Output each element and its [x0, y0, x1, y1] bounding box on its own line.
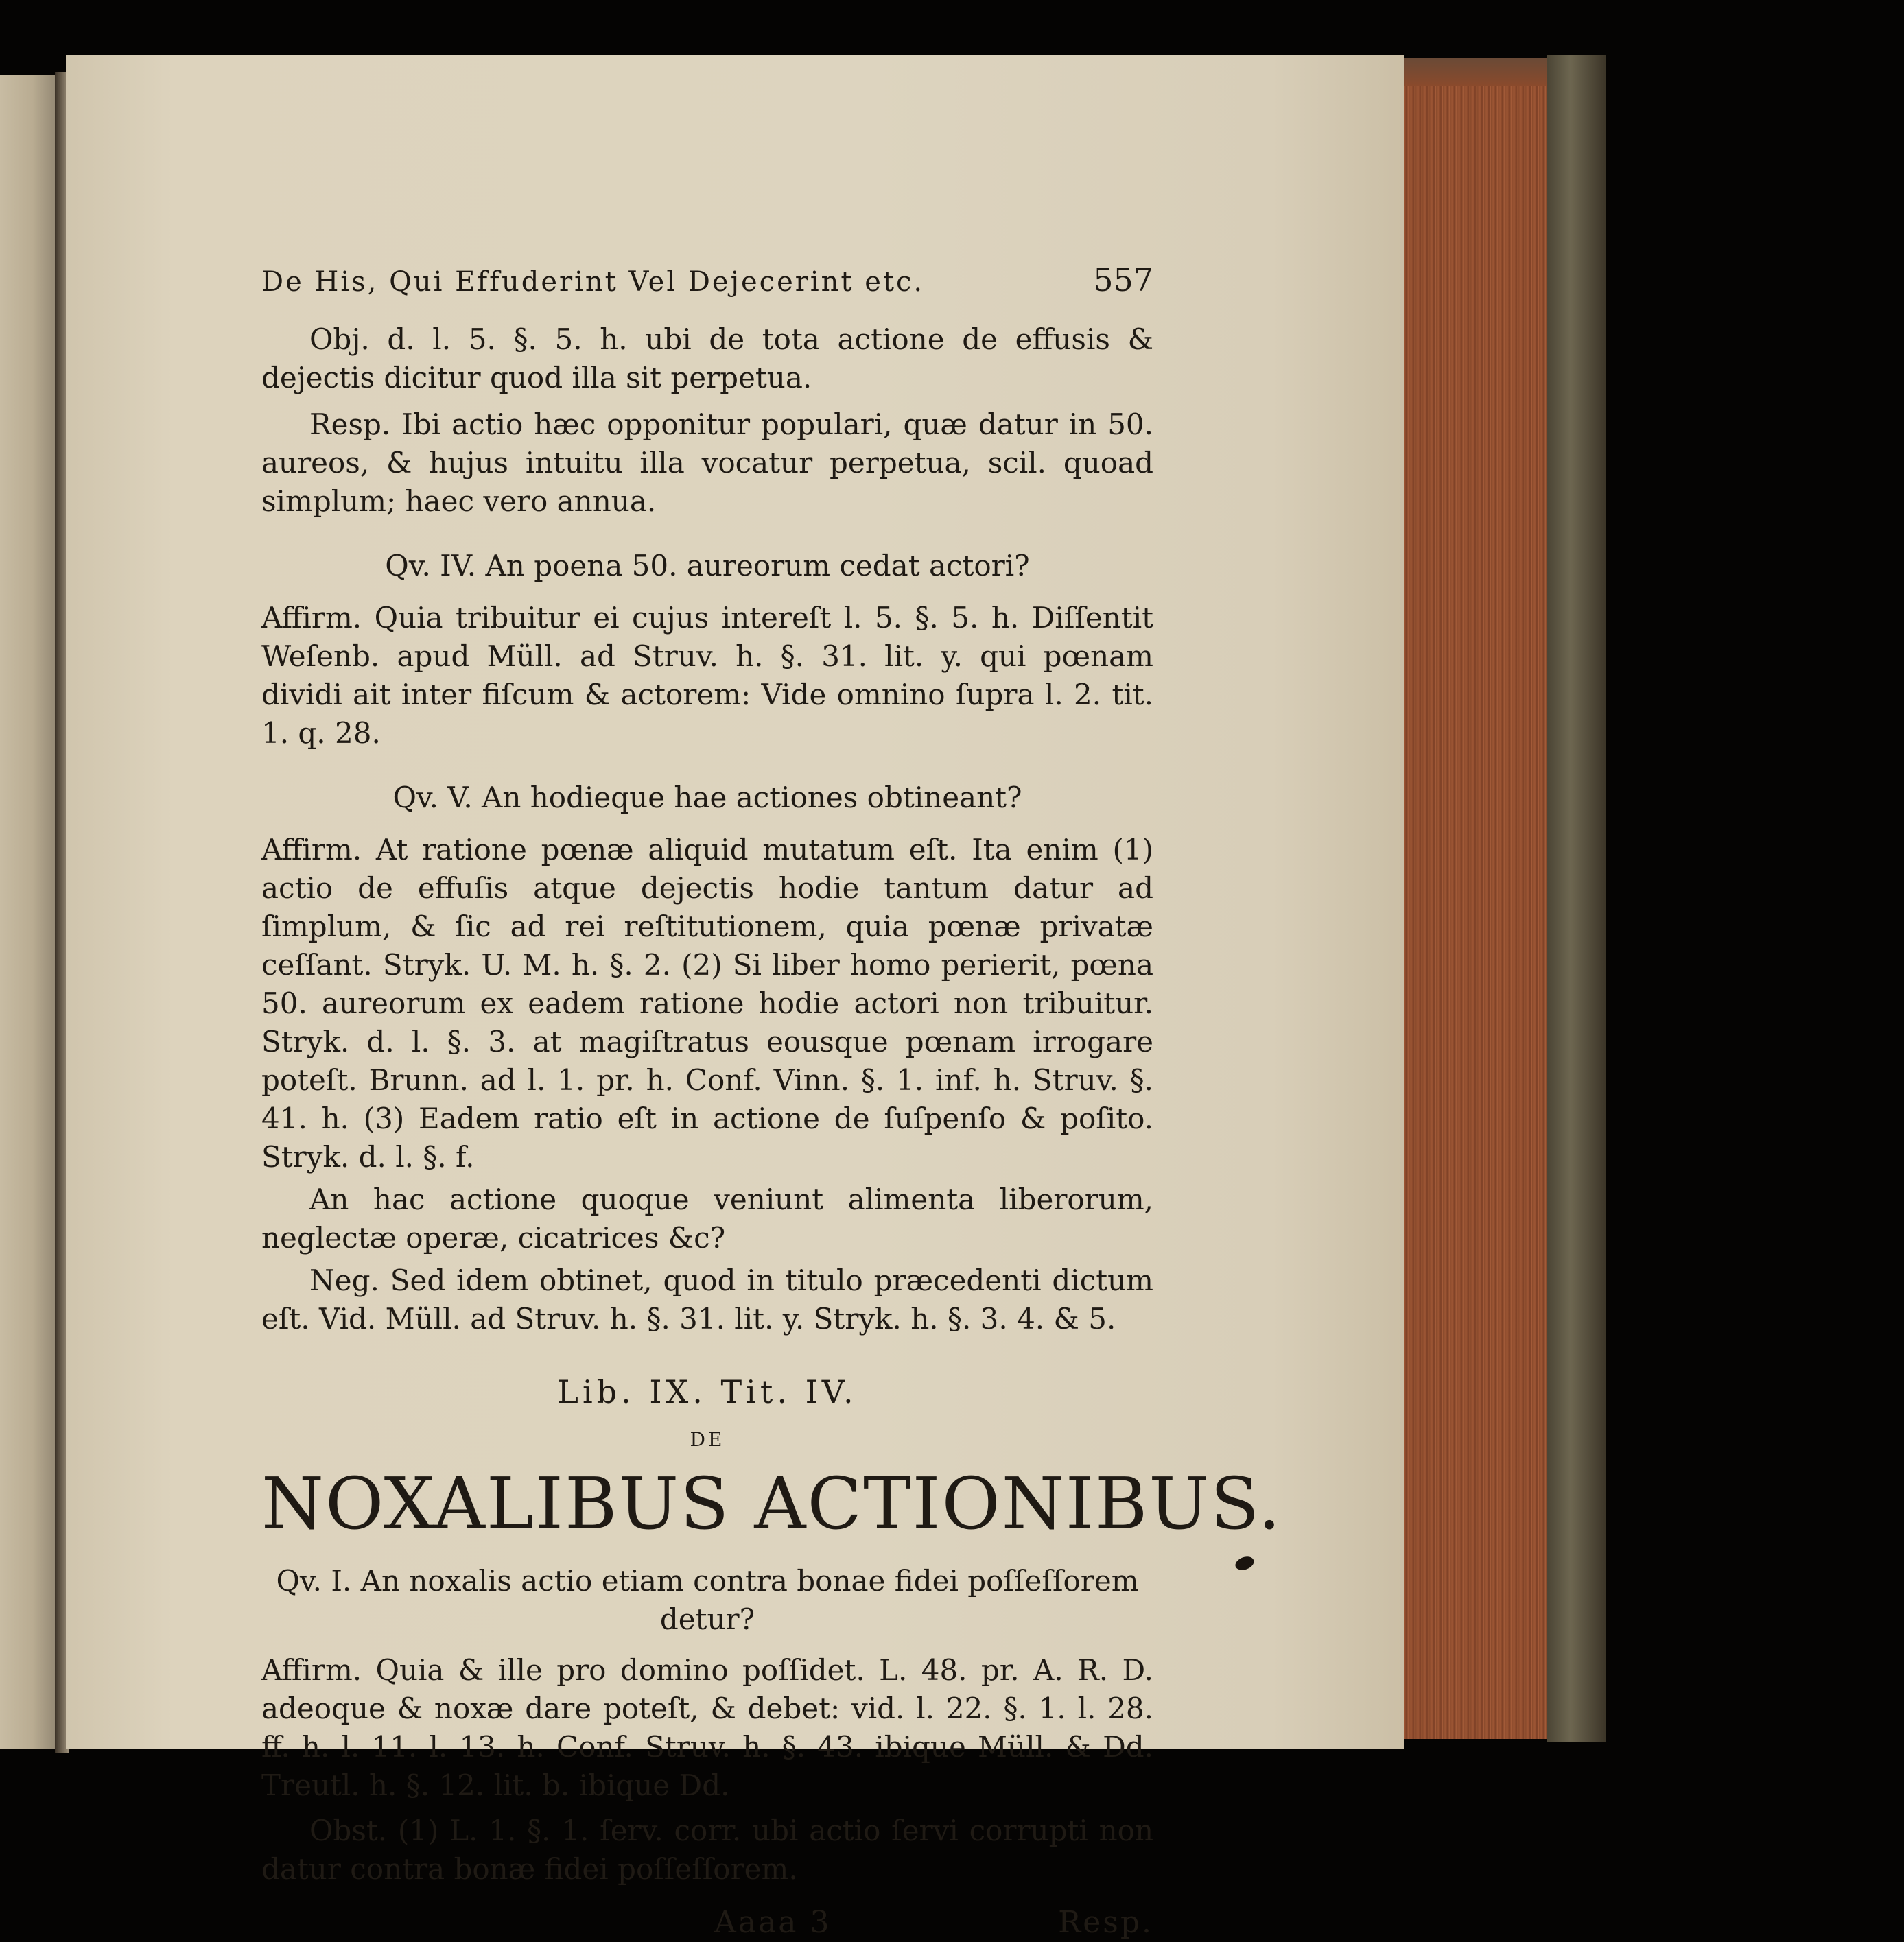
catchword: Resp.: [1058, 1905, 1153, 1940]
signature-mark: Aaaa 3: [714, 1905, 832, 1940]
question-alimenta: An hac actione quoque veniunt alimenta liberorum, neglectæ operæ, cicatrices &c?: [261, 1183, 1153, 1255]
paragraph-obj: Obj. d. l. 5. §. 5. h. ubi de tota actione de effusis & dejectis dicitur quod illa sit perpetua.: [261, 322, 1153, 394]
paragraph-neg: Neg. Sed idem obtinet, quod in titulo præcedenti dictum eſt. Vid. Müll. ad Struv. h. §. 31. lit. y. Stryk. h. §. 3. 4. & 5.: [261, 1264, 1153, 1336]
title-preposition: DE: [690, 1428, 725, 1451]
question-1-answer: Affirm. Quia & ille pro domino poſſidet. L. 48. pr. A. R. D. adeoque & noxæ dare poteſt, & debet: vid. l. 22. §. 1. l. 28. ff. h. l. 11. l. 13. h. Conf. Struv. h. §. 43. ibique Müll. & Dd. Treutl. h. §. 12. lit. b. ibique Dd.: [261, 1653, 1153, 1802]
paragraph-resp: Resp. Ibi actio hæc opponitur populari, quæ datur in 50. aureos, & hujus intuitu illa vocatur perpetua, scil. quoad simplum; haec vero annua.: [261, 407, 1153, 518]
page-footer: [261, 1904, 1153, 1942]
question-5-answer: Affirm. At ratione pœnæ aliquid mutatum eſt. Ita enim (1) actio de effuſis atque dejectis hodie tantum datur ad ſimplum, & ſic ad rei reſtitutionem, quia pœnæ privatæ ceſſant. Stryk. U. M. h. §. 2. (2) Si liber homo perierit, pœna 50. aureorum ex eadem ratione hodie actori non tribuitur. Stryk. d. l. §. 3. at magiſtratus eousque pœnam irrogare poteſt. Brunn. ad l. 1. pr. h. Conf. Vinn. §. 1. inf. h. Struv. §. 41. h. (3) Eadem ratio eſt in actione de ſuſpenſo & poſito. Stryk. d. l. §. f.: [261, 833, 1153, 1174]
open-book: [0, 55, 1606, 1940]
chapter-title: NOXALIBUS ACTIONIBUS.: [261, 1462, 1282, 1546]
right-page: [66, 55, 1404, 1940]
question-4-heading: Qv. IV. An poena 50. aureorum cedat actori?: [385, 549, 1030, 582]
page-block-edge: [1379, 58, 1553, 1739]
running-head-title: De His, Qui Effuderint Vel Dejecerint etc.: [261, 266, 925, 298]
running-head: [261, 261, 1153, 301]
page-number: 557: [1093, 261, 1153, 298]
page-text-block: [261, 261, 1282, 1942]
question-5-heading: Qv. V. An hodieque hae actiones obtineant?: [392, 781, 1022, 814]
question-1-heading: Qv. I. An noxalis actio etiam contra bonae fidei poſſeſſorem detur?: [276, 1564, 1139, 1636]
question-4-answer: Affirm. Quia tribuitur ei cujus intereſt l. 5. §. 5. h. Diſſentit Weſenb. apud Müll. ad Struv. h. §. 31. lit. y. qui pœnam dividi ait inter fiſcum & actorem: Vide omnino ſupra l. 2. tit. 1. q. 28.: [261, 601, 1153, 750]
paragraph-obst: Obst. (1) L. 1. §. 1. ſerv. corr. ubi actio ſervi corrupti non datur contra bonæ fidei poſſeſſorem.: [261, 1814, 1153, 1886]
book-cover: [1547, 55, 1606, 1742]
book-title-line: Lib. IX. Tit. IV.: [557, 1373, 858, 1410]
left-page-edge: [0, 75, 59, 1749]
